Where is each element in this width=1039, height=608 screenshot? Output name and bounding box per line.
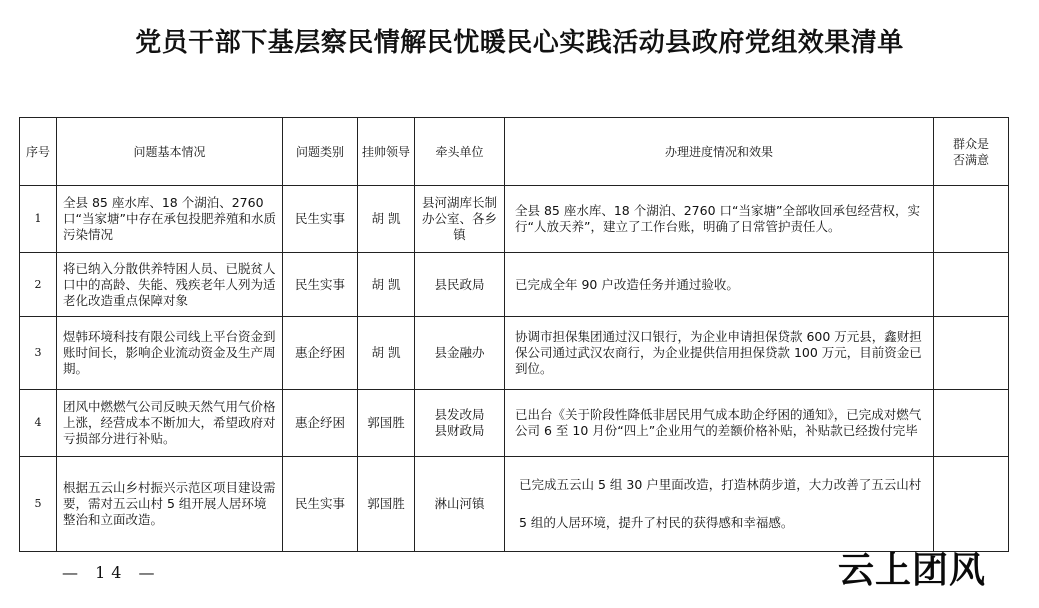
effect-list-table (19, 117, 1009, 552)
row-no: 1 (20, 186, 57, 253)
table-row (20, 390, 1009, 457)
row-leader: 郭国胜 (358, 457, 415, 552)
row-unit: 县民政局 (415, 253, 505, 317)
row-issue: 煜韩环境科技有限公司线上平台资金到账时间长，影响企业流动资金及生产周期。 (57, 317, 283, 390)
row-no: 4 (20, 390, 57, 457)
row-satisfaction (934, 457, 1009, 552)
row-leader: 胡 凯 (358, 253, 415, 317)
row-issue: 将已纳入分散供养特困人员、已脱贫人口中的高龄、失能、残疾老年人列为适老化改造重点保障对象 (57, 253, 283, 317)
row-category: 民生实事 (283, 457, 358, 552)
row-unit: 淋山河镇 (415, 457, 505, 552)
row-leader: 胡 凯 (358, 317, 415, 390)
table-row (20, 457, 1009, 552)
brand-watermark: 云上团风 (838, 549, 987, 591)
row-progress: 协调市担保集团通过汉口银行，为企业申请担保贷款 600 万元县，鑫财担保公司通过武汉农商行，为企业提供信用担保贷款 100 万元，目前资金已到位。 (505, 317, 934, 390)
row-no: 3 (20, 317, 57, 390)
row-progress: 已出台《关于阶段性降低非居民用气成本助企纾困的通知》，已完成对燃气公司 6 至 10 月份“四上”企业用气的差额价格补贴，补贴款已经拨付完毕 (505, 390, 934, 457)
row-progress: 已完成五云山 5 组 30 户里面改造，打造林荫步道，大力改善了五云山村 5 组的人居环境，提升了村民的获得感和幸福感。 (505, 457, 934, 552)
row-unit: 县发改局 县财政局 (415, 390, 505, 457)
row-category: 民生实事 (283, 186, 358, 253)
page-number: — 14 — (62, 563, 161, 582)
row-issue: 根据五云山乡村振兴示范区项目建设需要，需对五云山村 5 组开展人居环境整治和立面改造。 (57, 457, 283, 552)
header-leader: 挂帅领导 (358, 118, 415, 186)
row-satisfaction (934, 390, 1009, 457)
row-leader: 胡 凯 (358, 186, 415, 253)
row-unit: 县河湖库长制办公室、各乡镇 (415, 186, 505, 253)
table-row (20, 317, 1009, 390)
row-issue: 全县 85 座水库、18 个湖泊、2760 口“当家塘”中存在承包投肥养殖和水质污染情况 (57, 186, 283, 253)
row-progress: 全县 85 座水库、18 个湖泊、2760 口“当家塘”全部收回承包经营权，实行“人放天养”，建立了工作台账，明确了日常管护责任人。 (505, 186, 934, 253)
table-header-row (20, 118, 1009, 186)
row-category: 惠企纾困 (283, 317, 358, 390)
row-category: 民生实事 (283, 253, 358, 317)
row-unit: 县金融办 (415, 317, 505, 390)
table-row (20, 186, 1009, 253)
header-no: 序号 (20, 118, 57, 186)
row-no: 5 (20, 457, 57, 552)
table-row (20, 253, 1009, 317)
header-category: 问题类别 (283, 118, 358, 186)
row-satisfaction (934, 317, 1009, 390)
document-title: 党员干部下基层察民情解民忧暖民心实践活动县政府党组效果清单 (135, 28, 904, 58)
row-no: 2 (20, 253, 57, 317)
row-satisfaction (934, 253, 1009, 317)
row-progress: 已完成全年 90 户改造任务并通过验收。 (505, 253, 934, 317)
row-satisfaction (934, 186, 1009, 253)
header-progress: 办理进度情况和效果 (505, 118, 934, 186)
row-leader: 郭国胜 (358, 390, 415, 457)
row-issue: 团风中燃燃气公司反映天然气用气价格上涨，经营成本不断加大，希望政府对亏损部分进行补贴。 (57, 390, 283, 457)
row-category: 惠企纾困 (283, 390, 358, 457)
header-issue: 问题基本情况 (57, 118, 283, 186)
header-satisfaction: 群众是否满意 (934, 118, 1009, 186)
header-unit: 牵头单位 (415, 118, 505, 186)
